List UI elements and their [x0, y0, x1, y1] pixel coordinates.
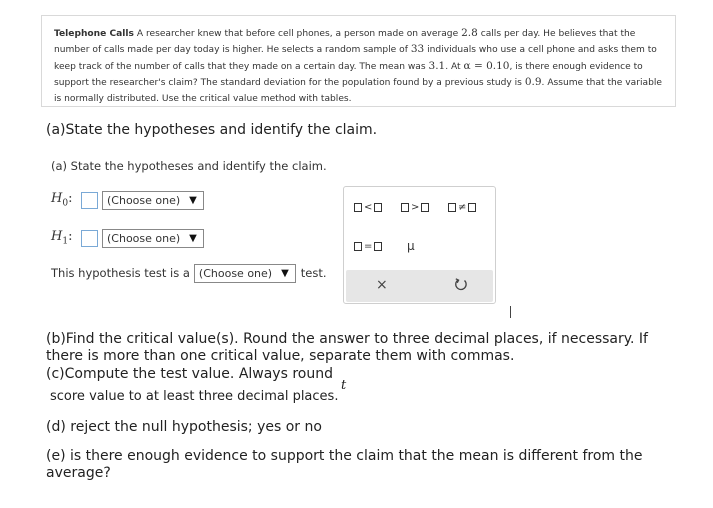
sd-value: 0.9: [524, 76, 542, 89]
problem-text: Telephone Calls A researcher knew that before cell phones, a person made on average 2.8 calls per day. He believes that the number of calls made per day today is higher. He selects a random sample of 33 individuals who use a cell phone and asks them to keep track of the number of calls that they made on a certain day. The mean was 3.1. At α = 0.10, is there enough evidence to support the researcher's claim? The standard deviation for the population found by a previous study is 0.9. Assume that the variable is normally distributed. Use the critical value method with tables.: [54, 27, 662, 104]
equal-button[interactable]: =: [354, 237, 382, 255]
problem-title: Telephone Calls: [54, 29, 134, 39]
part-c-text: (c)Compute the test value. Always round: [46, 366, 333, 382]
math-palette: [343, 186, 496, 304]
part-e-text: (e) is there enough evidence to support the claim that the mean is different from the average?: [46, 448, 643, 481]
mu-button[interactable]: μ: [407, 239, 415, 253]
chevron-down-icon: ▼: [281, 267, 289, 279]
not-equal-button[interactable]: ≠: [448, 198, 476, 216]
greater-than-button[interactable]: >: [401, 198, 429, 216]
part-c-continued: score value to at least three decimal places.: [50, 389, 339, 404]
undo-icon[interactable]: [453, 276, 469, 292]
h0-row: [51, 190, 204, 210]
problem-statement-box: [41, 15, 676, 107]
part-b-text: (b)Find the critical value(s). Round the answer to three decimal places, if necessary. If there is more than one critical value, separate them with commas.: [46, 331, 648, 364]
test-type-select[interactable]: (Choose one) ▼: [194, 264, 296, 283]
less-than-button[interactable]: <: [354, 198, 382, 216]
chevron-down-icon: ▼: [189, 232, 197, 244]
sample-size: 33: [410, 43, 425, 56]
part-a-subquestion: (a) State the hypotheses and identify the claim.: [51, 159, 327, 173]
h1-answer-box[interactable]: [81, 230, 98, 247]
h1-row: [51, 228, 204, 248]
close-icon[interactable]: ×: [376, 277, 388, 293]
test-type-prefix: This hypothesis test is a: [51, 266, 190, 280]
part-a-heading: (a)State the hypotheses and identify the claim.: [46, 122, 378, 138]
chevron-down-icon: ▼: [189, 194, 197, 206]
h0-label: $H_0$:: [51, 191, 73, 209]
text-cursor: [510, 306, 511, 318]
avg-value: 2.8: [461, 27, 478, 39]
h1-label: $H_1$:: [51, 229, 73, 247]
part-d-text: (d) reject the null hypothesis; yes or no: [46, 419, 322, 435]
t-symbol: t: [341, 378, 347, 393]
test-type-suffix: test.: [300, 266, 327, 280]
test-type-row: [51, 263, 327, 283]
h0-claim-select[interactable]: (Choose one) ▼: [102, 191, 204, 210]
h1-claim-select[interactable]: (Choose one) ▼: [102, 229, 204, 248]
h0-answer-box[interactable]: [81, 192, 98, 209]
mean-value: 3.1: [428, 59, 446, 72]
alpha-expression: α = 0.10: [463, 59, 510, 72]
palette-actions: [346, 270, 493, 302]
